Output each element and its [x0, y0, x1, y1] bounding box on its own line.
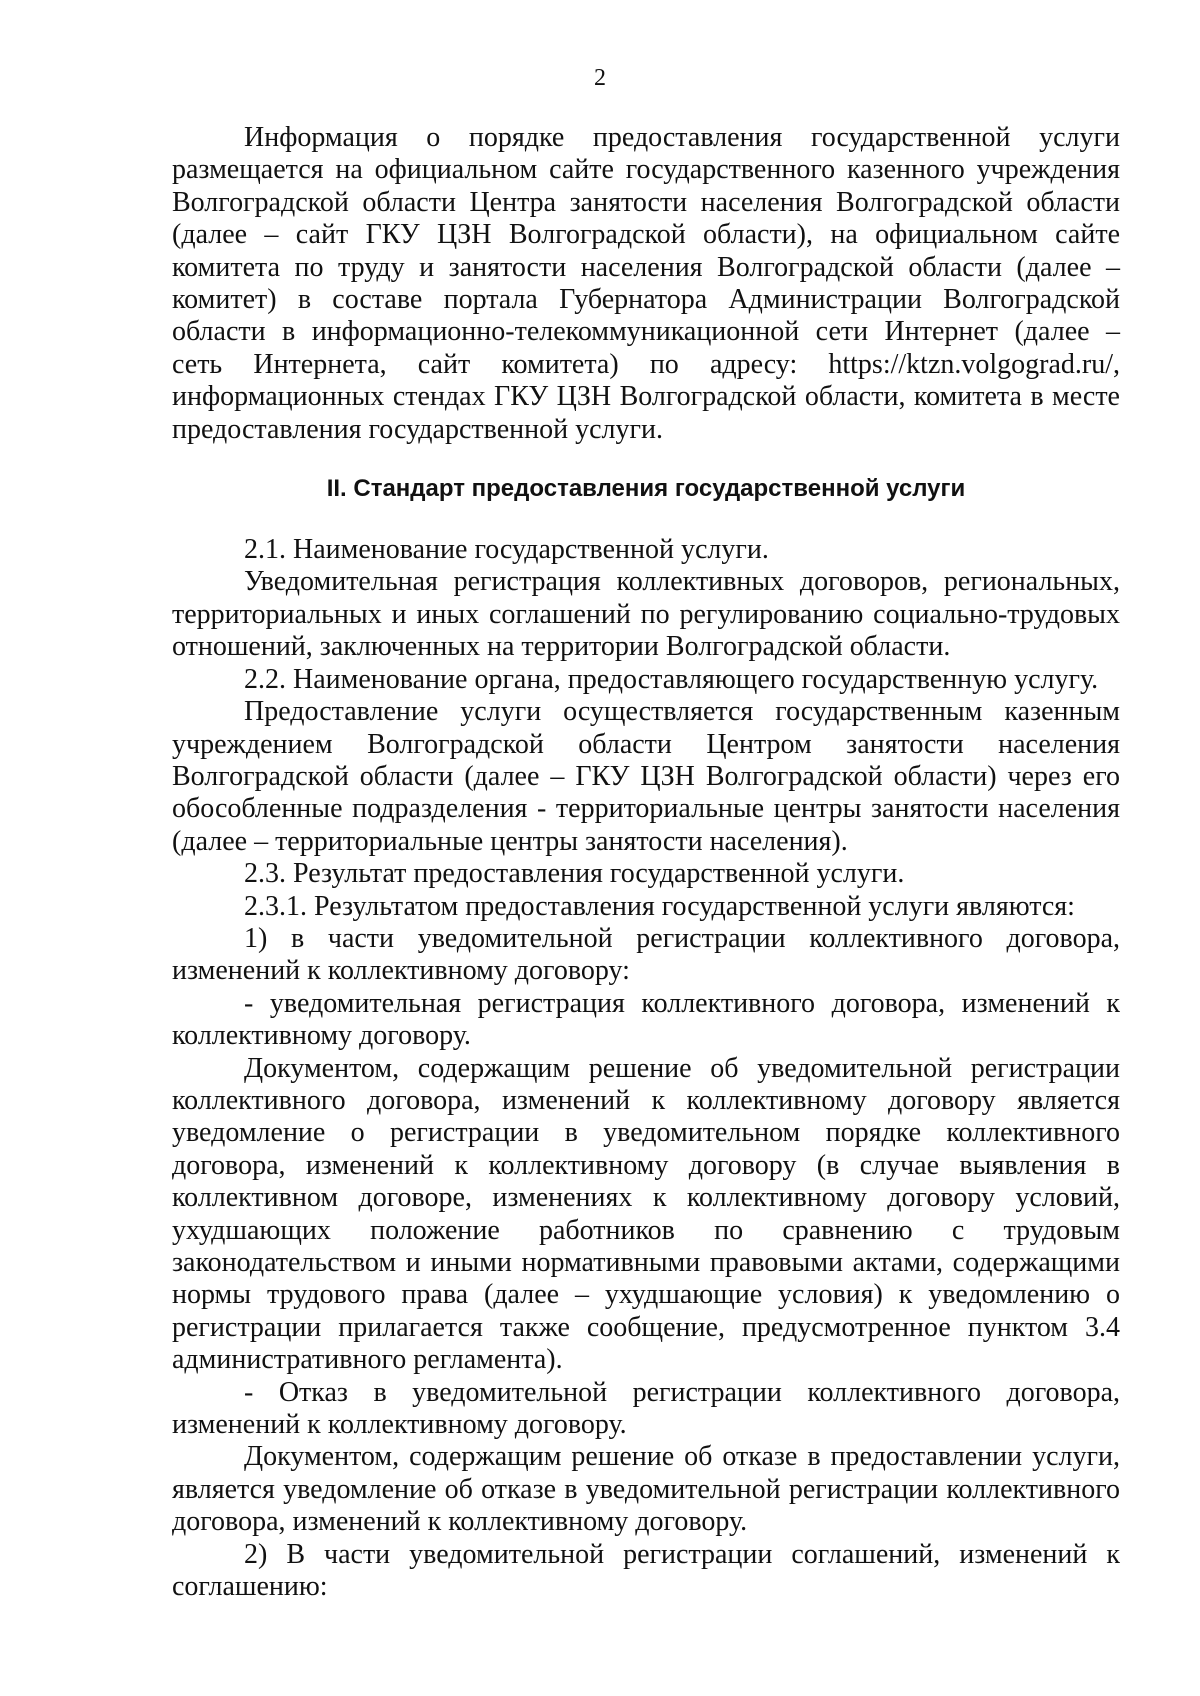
paragraph-provider: Предоставление услуги осуществляется государственным казенным учреждением Волгоградской области Центром занятости населения Волгоградской области (далее – ГКУ ЦЗН Волгоградской области) через его обособленные подразделения - территориальные центры занятости населения (далее – территориальные центры занятости населения).	[172, 696, 1120, 857]
page-number: 2	[594, 65, 606, 91]
paragraph-refusal-document: Документом, содержащим решение об отказе в предоставлении услуги, является уведомление об отказе в уведомительной регистрации коллективного договора, изменений к коллективному договору.	[172, 1441, 1120, 1538]
paragraph-2-2-title: 2.2. Наименование органа, предоставляющего государственную услугу.	[244, 663, 1099, 695]
section-heading: II. Стандарт предоставления государственной услуги	[326, 475, 966, 503]
paragraph-item-1: 1) в части уведомительной регистрации коллективного договора, изменений к коллективному договору:	[172, 922, 1120, 987]
paragraph-registration-document: Документом, содержащим решение об уведомительной регистрации коллективного договора, изменений к коллективному договору является уведомление о регистрации в уведомительном порядке коллективного договора, изменений к коллективному договору (в случае выявления в коллективном договоре, изменениях к коллективному договору условий, ухудшающих положение работников по сравнению с трудовым законодательством и иными нормативными правовыми актами, содержащими нормы трудового права (далее – ухудшающие условия) к уведомлению о регистрации прилагается также сообщение, предусмотренное пунктом 3.4 административного регламента).	[172, 1052, 1120, 1376]
paragraph-2-1-title: 2.1. Наименование государственной услуги.	[244, 534, 769, 566]
intro-paragraph: Информация о порядке предоставления государственной услуги размещается на официальном сайте государственного казенного учреждения Волгоградской области Центра занятости населения Волгоградской области (далее – сайт ГКУ ЦЗН Волгоградской области), на официальном сайте комитета по труду и занятости населения Волгоградской области (далее – комитет) в составе портала Губернатора Администрации Волгоградской области в информационно-телекоммуникационной сети Интернет (далее – сеть Интернета, сайт комитета) по адресу: https://ktzn.volgograd.ru/, информационных стендах ГКУ ЦЗН Волгоградской области, комитета в месте предоставления государственной услуги.	[172, 122, 1120, 445]
paragraph-item-2: 2) В части уведомительной регистрации соглашений, изменений к соглашению:	[172, 1538, 1120, 1603]
document-body	[172, 122, 1120, 1603]
section-paragraphs	[172, 534, 1120, 1603]
paragraph-item-1-refusal: - Отказ в уведомительной регистрации коллективного договора, изменений к коллективному договору.	[172, 1376, 1120, 1441]
paragraph-service-name: Уведомительная регистрация коллективных договоров, региональных, территориальных и иных соглашений по регулированию социально-трудовых отношений, заключенных на территории Волгоградской области.	[172, 566, 1120, 663]
paragraph-item-1-registration: - уведомительная регистрация коллективного договора, изменений к коллективному договору.	[172, 987, 1120, 1052]
paragraph-2-3-1: 2.3.1. Результатом предоставления государственной услуги являются:	[244, 890, 1075, 922]
paragraph-2-3-title: 2.3. Результат предоставления государственной услуги.	[244, 858, 905, 890]
